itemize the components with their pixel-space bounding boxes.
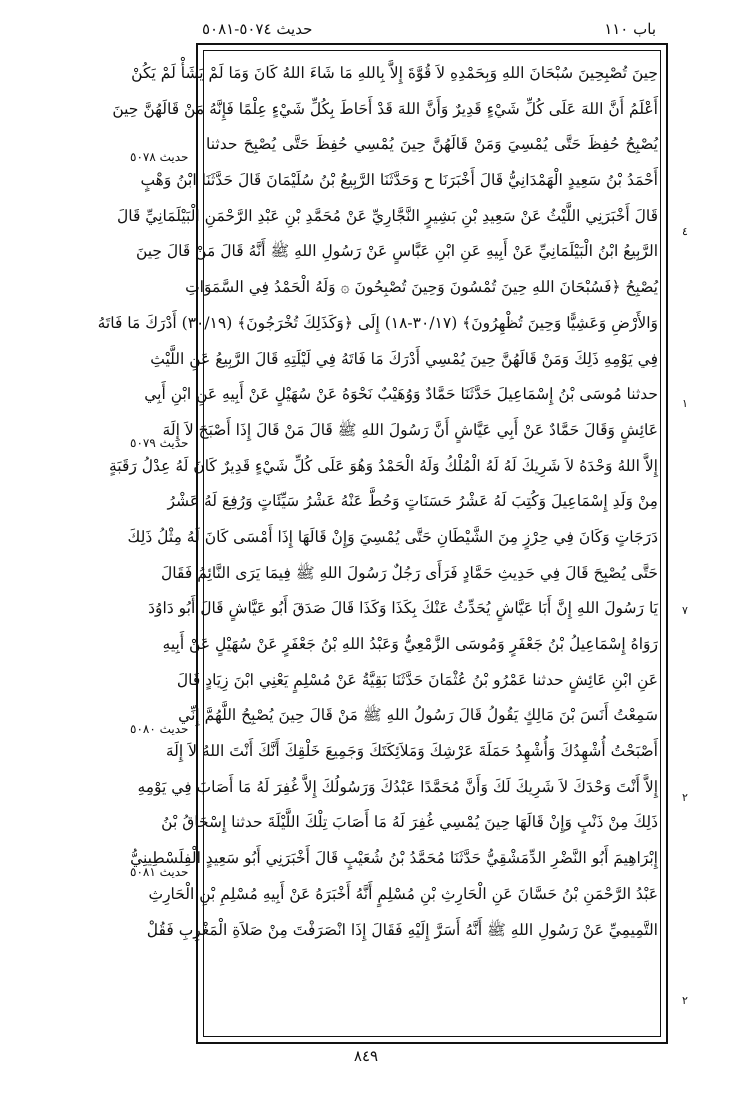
text-line-6: الرَّبِيعُ ابْنُ الْبَيْلَمَانِيِّ عَنْ أَبِيهِ عَنِ ابْنِ عَبَّاسٍ عَنْ رَسُولِ اللهِ ﷺ أَنَّهُ قَالَ مَنْ قَالَ حِينَ xyxy=(135,242,658,261)
text-line-17: رَوَاهُ إِسْمَاعِيلُ بْنُ جَعْفَرٍ وَمُوسَى الزَّمْعِيُّ وَعَبْدُ اللهِ بْنُ جَعْفَرٍ عَنْ سُهَيْلٍ عَنْ أَبِيهِ xyxy=(162,635,658,653)
hadith-number-marker: حديث ٥٠٨١ xyxy=(130,865,189,879)
hadith-number-marker: حديث ٥٠٧٨ xyxy=(130,150,189,164)
text-line-18: عَنِ ابْنِ عَائِشٍ حدثنا عَمْرُو بْنُ عُثْمَانَ حَدَّثَنَا بَقِيَّةُ عَنْ مُسْلِمٍ يَعْنِي ابْنَ زِيَادٍ قَالَ xyxy=(176,670,658,689)
text-line-19: سَمِعْتُ أَنَسَ بْنَ مَالِكٍ يَقُولُ قَالَ رَسُولُ اللهِ ﷺ مَنْ قَالَ حِينَ يُصْبِحُ اللَّهُمَّ إِنِّي xyxy=(178,706,658,725)
text-line-23: إِبْرَاهِيمَ أَبُو النَّضْرِ الدِّمَشْقِيُّ حَدَّثَنَا مُحَمَّدُ بْنُ شُعَيْبٍ قَالَ أَخْبَرَنِي أَبُو سَعِيدٍ الْفِلَسْطِينِيُّ xyxy=(130,849,658,868)
text-line-7: يُصْبِحُ ﴿فَسُبْحَانَ اللهِ حِينَ تُمْسُونَ وَحِينَ تُصْبِحُونَ ۞ وَلَهُ الْحَمْدُ فِي السَّمَوَاتِ xyxy=(185,278,658,297)
text-line-5: قَالَ أَخْبَرَنِي اللَّيْثُ عَنْ سَعِيدِ بْنِ بَشِيرٍ النَّجَّارِيِّ عَنْ مُحَمَّدِ بْنِ عَبْدِ الرَّحْمَنِ الْبَيْلَمَانِيِّ قَالَ xyxy=(116,206,658,225)
text-line-12: إِلاَّ اللهُ وَحْدَهُ لاَ شَرِيكَ لَهُ لَهُ الْمُلْكُ وَلَهُ الْحَمْدُ وَهُوَ عَلَى كُلِّ شَيْءٍ قَدِيرٌ كَانَ لَهُ عِدْلُ رَقَبَةٍ xyxy=(108,456,658,475)
margin-paragraph-number: ٢ xyxy=(682,791,688,804)
text-line-8: وَالأَرْضِ وَعَشِيًّا وَحِينَ تُظْهِرُونَ﴾ (٣٠/١٧-١٨) إِلَى ﴿وَكَذَلِكَ تُخْرَجُونَ﴾ (٣٠/١٩) أَدْرَكَ مَا فَاتَهُ xyxy=(97,313,658,332)
text-line-25: التَّمِيمِيِّ عَنْ رَسُولِ اللهِ ﷺ أَنَّهُ أَسَرَّ إِلَيْهِ فَقَالَ إِذَا انْصَرَفْتَ مِنْ صَلاَةِ الْمَغْرِبِ فَقُلْ xyxy=(146,920,658,939)
margin-paragraph-number: ١ xyxy=(682,397,688,410)
text-line-11: عَائِشٍ وَقَالَ حَمَّادٌ عَنْ أَبِي عَيَّاشٍ أَنَّ رَسُولَ اللهِ ﷺ قَالَ مَنْ قَالَ إِذَا أَصْبَحَ لاَ إِلَهَ xyxy=(162,420,658,439)
text-line-20: أَصْبَحْتُ أُشْهِدُكَ وَأُشْهِدُ حَمَلَةَ عَرْشِكَ وَمَلاَئِكَتَكَ وَجَمِيعَ خَلْقِكَ أَنَّكَ أَنْتَ اللهُ لاَ إِلَهَ xyxy=(165,742,658,761)
hadith-number-marker: حديث ٥٠٨٠ xyxy=(130,722,189,736)
text-line-4: أَحْمَدُ بْنُ سَعِيدٍ الْهَمْدَانِيُّ قَالَ أَخْبَرَنَا ح وَحَدَّثَنَا الرَّبِيعُ بْنُ سُلَيْمَانَ قَالَ حَدَّثَنَا ابْنُ وَهْبٍ xyxy=(140,171,658,190)
text-line-21: إِلاَّ أَنْتَ وَحْدَكَ لاَ شَرِيكَ لَكَ وَأَنَّ مُحَمَّدًا عَبْدُكَ وَرَسُولُكَ إِلاَّ غُفِرَ لَهُ مَا أَصَابَ فِي يَوْمِهِ xyxy=(137,777,658,796)
text-line-16: يَا رَسُولَ اللهِ إِنَّ أَبَا عَيَّاشٍ يُحَدِّثُ عَنْكَ بِكَذَا وَكَذَا قَالَ صَدَقَ أَبُو عَيَّاشٍ قَالَ أَبُو دَاوُدَ xyxy=(148,599,658,618)
margin-paragraph-number: ٢ xyxy=(682,994,688,1007)
text-line-1: حِينَ تُصْبِحِينَ سُبْحَانَ اللهِ وَبِحَمْدِهِ لاَ قُوَّةَ إِلاَّ بِاللهِ مَا شَاءَ اللهُ كَانَ وَمَا لَمْ يَشَأْ لَمْ يَكُنْ xyxy=(131,64,658,82)
text-line-15: حَتَّى يُصْبِحَ قَالَ فِي حَدِيثِ حَمَّادٍ فَرَأَى رَجُلٌ رَسُولَ اللهِ ﷺ فِيمَا يَرَى النَّائِمُ فَقَالَ xyxy=(161,563,658,582)
text-line-10: حدثنا مُوسَى بْنُ إِسْمَاعِيلَ حَدَّثَنَا حَمَّادٌ وَوُهَيْبٌ نَحْوَهُ عَنْ سُهَيْلٍ عَنْ أَبِيهِ عَنِ ابْنِ أَبِي xyxy=(144,385,658,404)
margin-paragraph-number: ٤ xyxy=(682,225,688,238)
hadith-number-marker: حديث ٥٠٧٩ xyxy=(130,436,189,450)
hadith-range-heading: حديث ٥٠٧٤-٥٠٨١ xyxy=(202,20,313,38)
page-number: ٨٤٩ xyxy=(353,1047,379,1065)
text-line-22: ذَلِكَ مِنْ ذَنْبٍ وَإِنْ قَالَهَا حِينَ يُمْسِي غُفِرَ لَهُ مَا أَصَابَ تِلْكَ اللَّيْلَةَ حدثنا إِسْحَاقُ بْنُ xyxy=(161,813,658,832)
text-line-24: عَبْدُ الرَّحْمَنِ بْنُ حَسَّانَ عَنِ الْحَارِثِ بْنِ مُسْلِمٍ أَنَّهُ أَخْبَرَهُ عَنْ أَبِيهِ مُسْلِمِ بْنِ الْحَارِثِ xyxy=(148,884,658,903)
text-line-13: مِنْ وَلَدِ إِسْمَاعِيلَ وَكُتِبَ لَهُ عَشْرُ حَسَنَاتٍ وَحُطَّ عَنْهُ عَشْرُ سَيِّئَاتٍ وَرُفِعَ لَهُ عَشْرُ xyxy=(167,492,658,511)
text-line-9: فِي يَوْمِهِ ذَلِكَ وَمَنْ قَالَهُنَّ حِينَ يُمْسِي أَدْرَكَ مَا فَاتَهُ فِي لَيْلَتِهِ قَالَ الرَّبِيعُ عَنِ اللَّيْثِ xyxy=(150,349,658,368)
text-line-14: دَرَجَاتٍ وَكَانَ فِي حِرْزٍ مِنَ الشَّيْطَانِ حَتَّى يُمْسِيَ وَإِنْ قَالَهَا إِذَا أَمْسَى كَانَ لَهُ مِثْلُ ذَلِكَ xyxy=(127,527,658,546)
text-line-3: يُصْبِحُ حُفِظَ حَتَّى يُمْسِيَ وَمَنْ قَالَهُنَّ حِينَ يُمْسِي حُفِظَ حَتَّى يُصْبِحَ حدثنا xyxy=(206,135,658,154)
margin-paragraph-number: ٧ xyxy=(682,604,688,617)
text-line-2: أَعْلَمُ أَنَّ اللهَ عَلَى كُلِّ شَيْءٍ قَدِيرٌ وَأَنَّ اللهَ قَدْ أَحَاطَ بِكُلِّ شَيْءٍ عِلْمًا فَإِنَّهُ مَنْ قَالَهُنَّ حِينَ xyxy=(112,99,658,118)
chapter-heading: باب ١١٠ xyxy=(604,20,656,38)
